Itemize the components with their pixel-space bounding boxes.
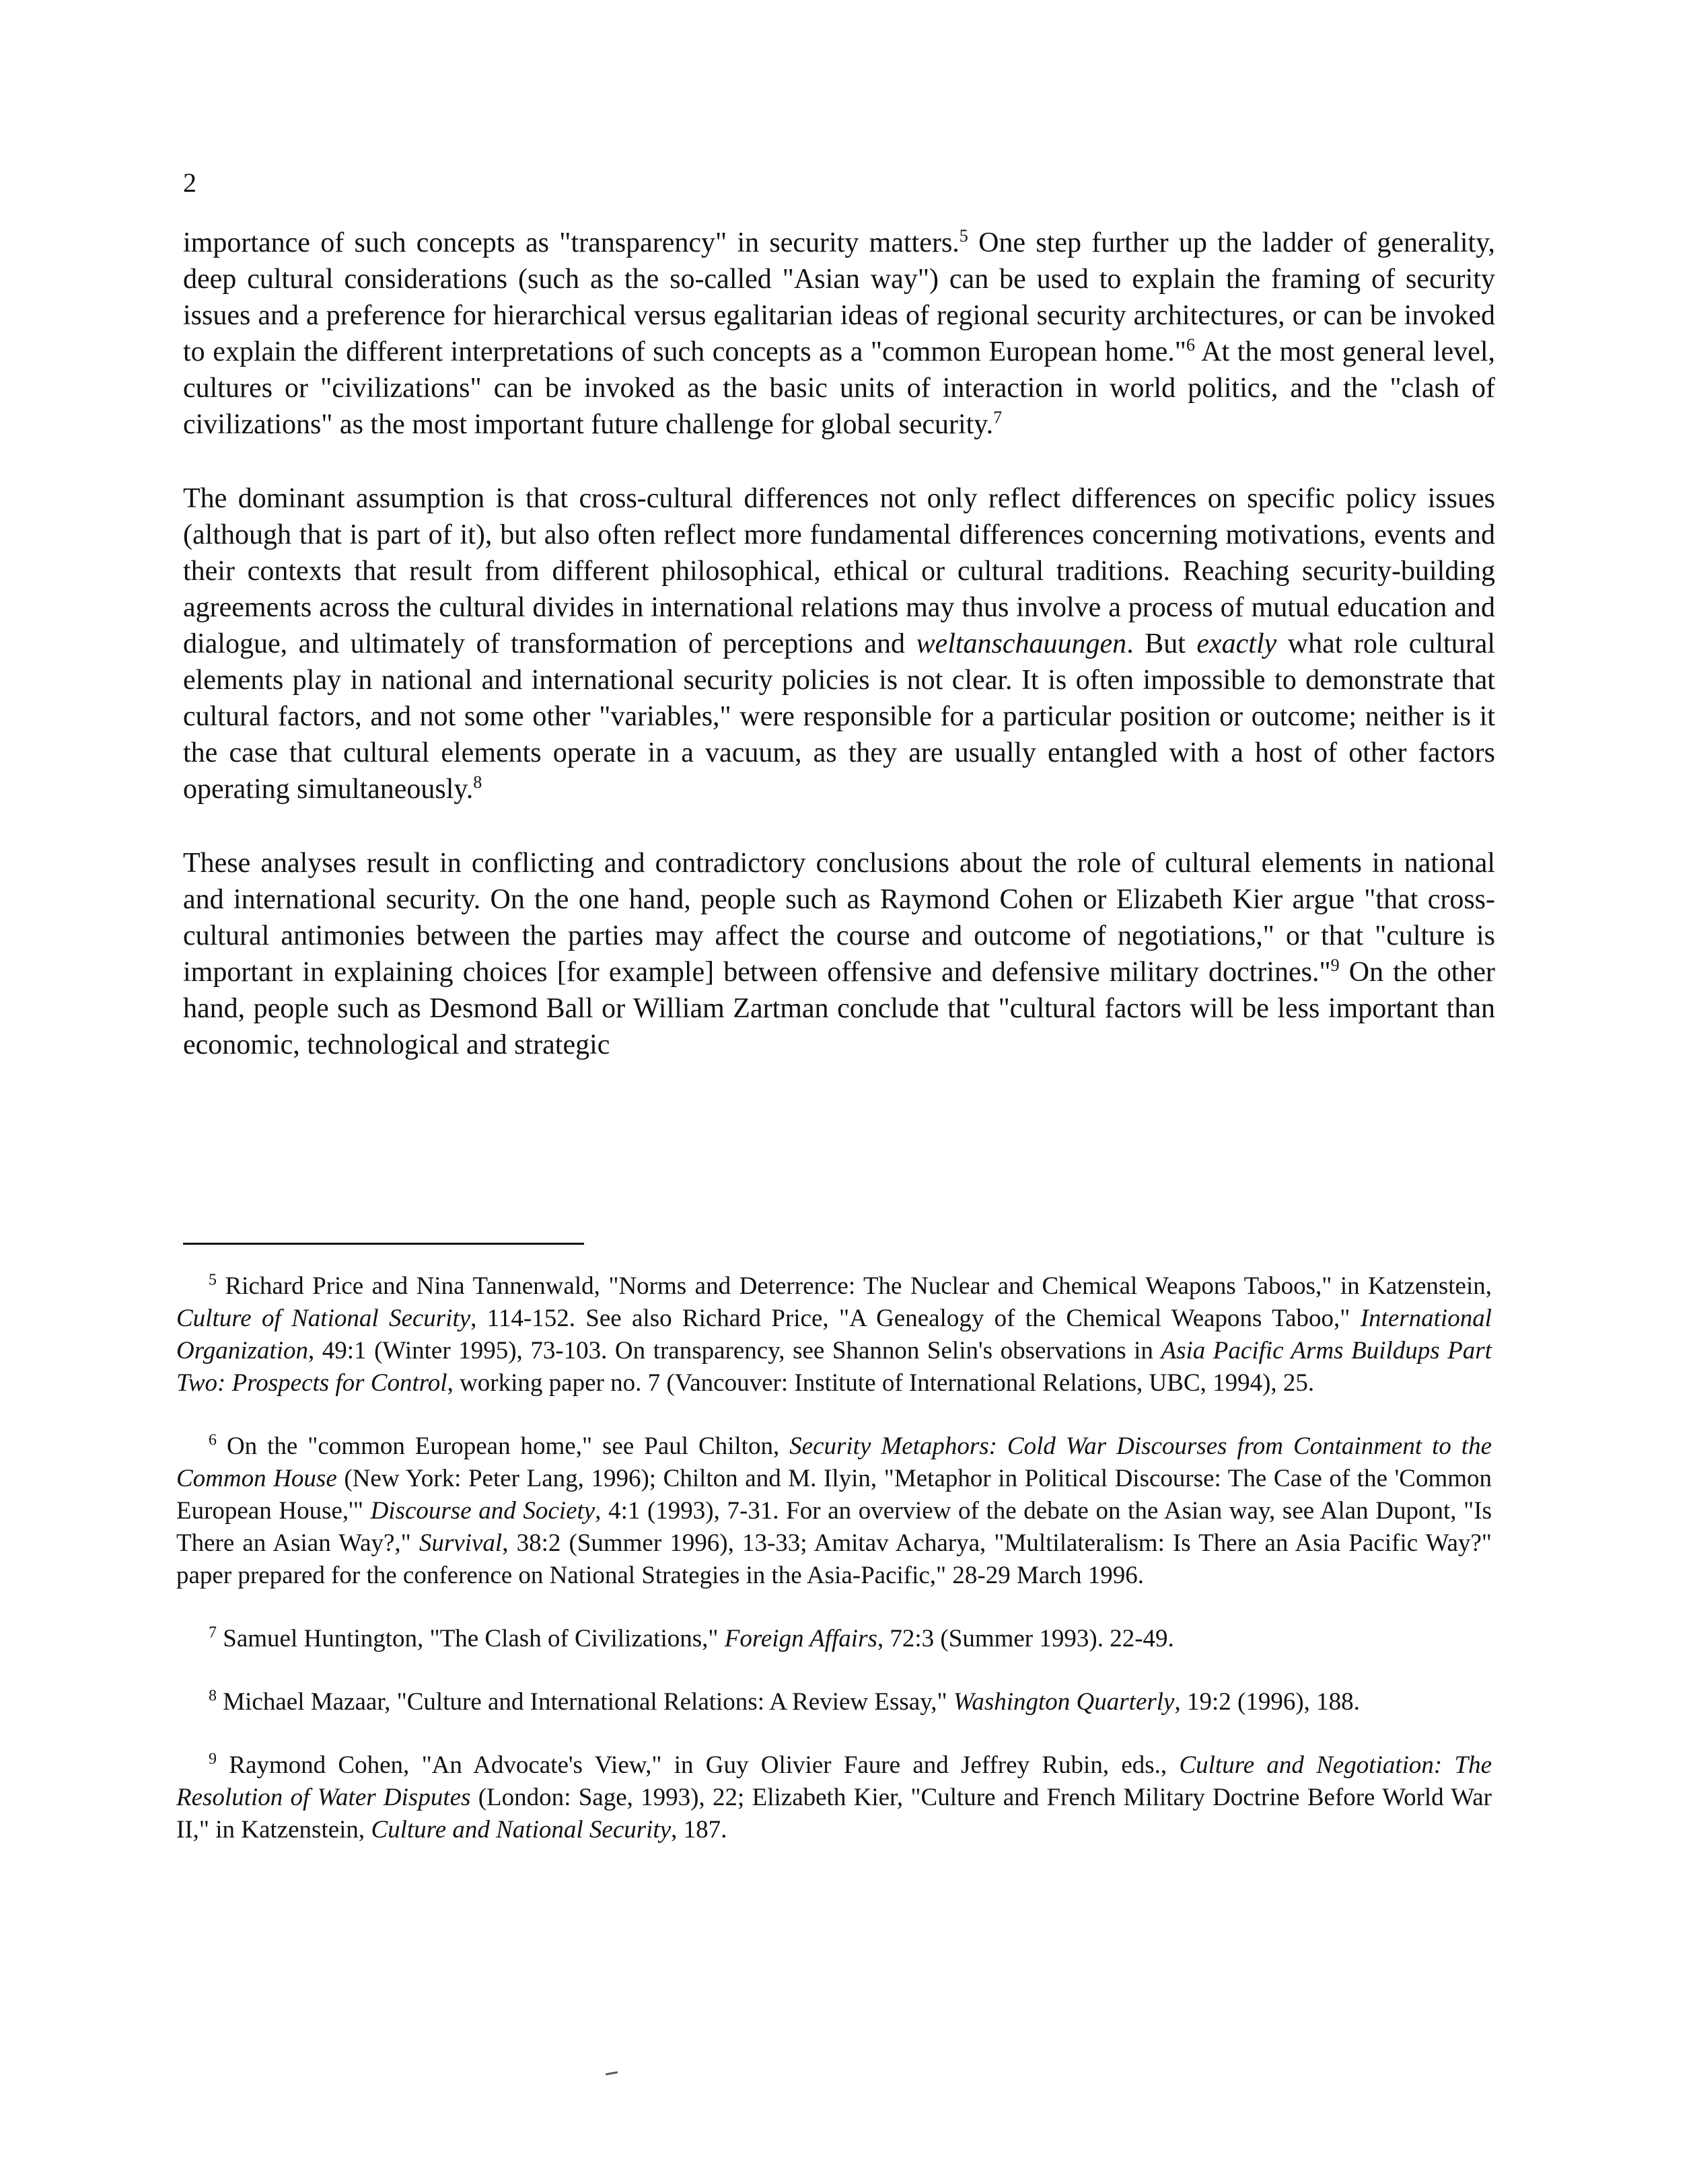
footnote-number: 7 bbox=[209, 1624, 217, 1642]
italic-term: exactly bbox=[1196, 628, 1277, 659]
paragraph-text: what role cultural elements play in national and international security policies is not clear. It is often impossible to demonstrate that cultural factors, and not some other "variables," were responsible for a particular position or outcome; neither is it the case that cultural elements operate in a vacuum, as they are usually entangled with a host of other factors operating simultaneously. bbox=[183, 628, 1496, 805]
footnote-ref-8: 8 bbox=[473, 772, 482, 792]
footnote-text: , 49:1 (Winter 1995), 73-103. On transparency, see Shannon Selin's observations in bbox=[308, 1337, 1161, 1364]
footnote-ref-9: 9 bbox=[1330, 955, 1340, 975]
footnote-text: , 4:1 (1993), 7-31. For an overview of the debate on the Asian way, see Alan Dupont, "Is There an Asian Way?," bbox=[176, 1497, 1492, 1557]
paragraph-2 bbox=[183, 480, 1495, 807]
footnote-text: Richard Price and Nina Tannenwald, "Norms and Deterrence: The Nuclear and Chemical Weapons Taboos," in Katzenstein, bbox=[225, 1272, 1492, 1300]
footnote-number: 6 bbox=[209, 1431, 217, 1449]
footnote-text: , 187. bbox=[671, 1816, 727, 1844]
footnote-separator bbox=[183, 1243, 584, 1245]
italic-title: Culture of National Security bbox=[176, 1305, 471, 1332]
paragraph-1 bbox=[183, 225, 1495, 443]
paragraph-text: The dominant assumption is that cross-cultural differences not only reflect differences on specific policy issues (although that is part of it), but also often reflect more fundamental differences concerning motivations, events and their contexts that result from different philosophical, ethical or cultural traditions. Reaching security-building agreements across the cultural divides in international relations may thus involve a process of mutual education and dialogue, and ultimately of transformation of perceptions and bbox=[183, 483, 1495, 659]
footnote-text: , 38:2 (Summer 1996), 13-33; Amitav Acharya, "Multilateralism: Is There an Asia Pacific Way?" paper prepared for the conference on National Strategies in the Asia-Pacific," 28-29 March 1996. bbox=[176, 1529, 1492, 1589]
scan-mark bbox=[606, 2071, 618, 2075]
footnote-5 bbox=[176, 1270, 1492, 1399]
page-number: 2 bbox=[183, 168, 196, 198]
footnote-text: Michael Mazaar, "Culture and International Relations: A Review Essay," bbox=[223, 1688, 953, 1716]
footnote-ref-6: 6 bbox=[1186, 335, 1195, 355]
paragraph-3 bbox=[183, 845, 1495, 1063]
paragraph-text: importance of such concepts as "transparency" in security matters. bbox=[183, 227, 960, 258]
footnote-number: 5 bbox=[209, 1271, 217, 1289]
footnotes bbox=[176, 1270, 1492, 1846]
italic-title: Foreign Affairs bbox=[724, 1625, 877, 1652]
footnote-text: , 72:3 (Summer 1993). 22-49. bbox=[877, 1625, 1174, 1652]
italic-title: Survival bbox=[419, 1529, 503, 1557]
footnote-7 bbox=[176, 1623, 1492, 1655]
footnote-9 bbox=[176, 1749, 1492, 1846]
italic-term: weltanschauungen bbox=[916, 628, 1127, 659]
italic-title: Discourse and Society bbox=[370, 1497, 595, 1525]
paragraph-text: . But bbox=[1126, 628, 1197, 659]
footnote-text: On the "common European home," see Paul Chilton, bbox=[226, 1432, 790, 1460]
footnote-text: Raymond Cohen, "An Advocate's View," in Guy Olivier Faure and Jeffrey Rubin, eds., bbox=[229, 1751, 1180, 1779]
footnote-text: , 114-152. See also Richard Price, "A Genealogy of the Chemical Weapons Taboo," bbox=[470, 1305, 1361, 1332]
italic-title: Asia Pacific Arms Buildups Part Two: Prospects for Control bbox=[176, 1337, 1492, 1397]
paragraph-text: At the most general level, cultures or "civilizations" can be invoked as the basic units of interaction in world politics, and the "clash of civilizations" as the most important future challenge for global security. bbox=[183, 336, 1495, 440]
footnote-number: 9 bbox=[209, 1750, 217, 1768]
italic-title: Culture and Negotiation: The Resolution of Water Disputes bbox=[176, 1751, 1492, 1811]
body-text bbox=[183, 225, 1495, 1063]
footnote-text: (London: Sage, 1993), 22; Elizabeth Kier, "Culture and French Military Doctrine Before World War II," in Katzenstein, bbox=[176, 1784, 1492, 1844]
footnote-text: , 19:2 (1996), 188. bbox=[1174, 1688, 1360, 1716]
italic-title: International Organization bbox=[176, 1305, 1492, 1364]
paragraph-text: These analyses result in conflicting and contradictory conclusions about the role of cultural elements in national and international security. On the one hand, people such as Raymond Cohen or Elizabeth Kier argue "that cross-cultural antimonies between the parties may affect the course and outcome of negotiations," or that "culture is important in explaining choices [for example] between offensive and defensive military doctrines." bbox=[183, 848, 1495, 988]
footnote-8 bbox=[176, 1686, 1492, 1718]
italic-title: Washington Quarterly bbox=[953, 1688, 1175, 1716]
footnote-ref-7: 7 bbox=[993, 408, 1003, 427]
footnote-6 bbox=[176, 1430, 1492, 1592]
footnote-ref-5: 5 bbox=[959, 226, 968, 246]
footnote-number: 8 bbox=[209, 1687, 217, 1705]
italic-title: Security Metaphors: Cold War Discourses from Containment to the Common House bbox=[176, 1432, 1492, 1492]
paragraph-text: One step further up the ladder of generality, deep cultural considerations (such as the so-called "Asian way") can be used to explain the framing of security issues and a preference for hierarchical versus egalitarian ideas of regional security architectures, or can be invoked to explain the different interpretations of such concepts as a "common European home." bbox=[183, 227, 1496, 367]
paragraph-text: On the other hand, people such as Desmond Ball or William Zartman conclude that "cultural factors will be less important than economic, technological and strategic bbox=[183, 957, 1495, 1060]
footnote-text: , working paper no. 7 (Vancouver: Institute of International Relations, UBC, 1994), 25. bbox=[447, 1369, 1315, 1397]
italic-title: Culture and National Security bbox=[371, 1816, 672, 1844]
footnote-text: (New York: Peter Lang, 1996); Chilton and M. Ilyin, "Metaphor in Political Discourse: The Case of the 'Common European House,'" bbox=[176, 1465, 1492, 1525]
footnote-text: Samuel Huntington, "The Clash of Civilizations," bbox=[223, 1625, 725, 1652]
